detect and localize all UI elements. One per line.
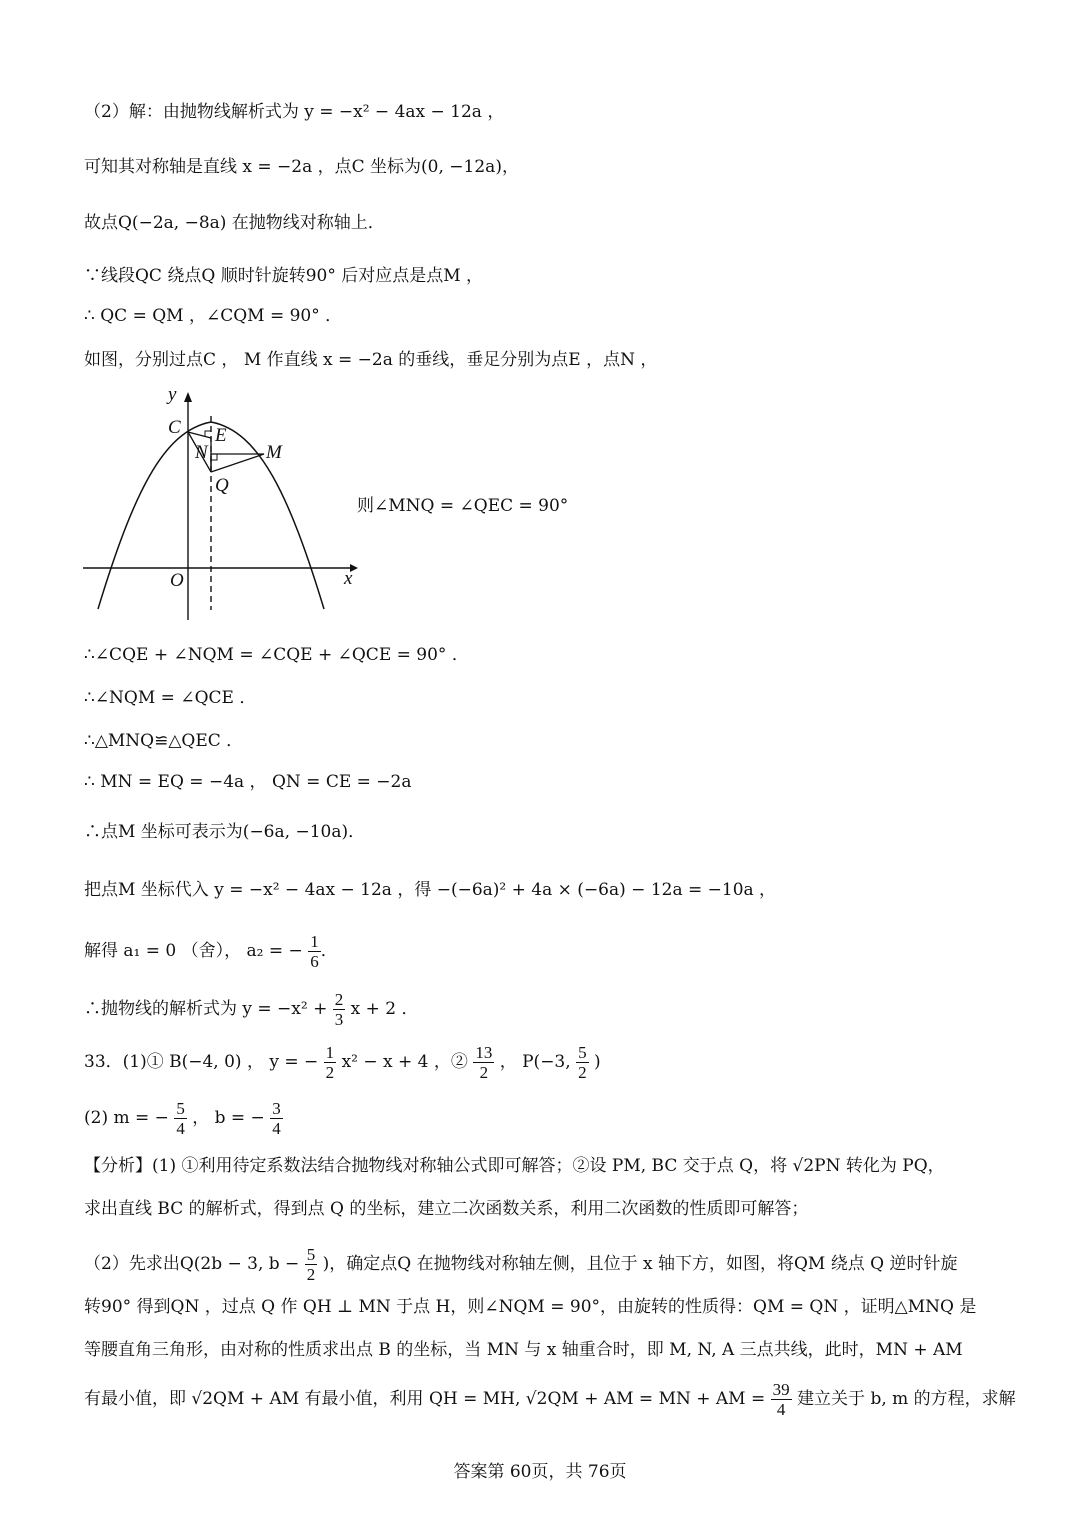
- text-line-2: 可知其对称轴是直线 x = −2a ，点C 坐标为(0, −12a)，: [84, 157, 519, 177]
- y-axis-arrow-icon: [184, 392, 192, 402]
- text-line-16: [84, 1043, 601, 1082]
- label-x: x: [344, 568, 353, 589]
- answer-33-part2-a: (2) m = −: [84, 1108, 169, 1128]
- analysis-line-6-suffix: 建立关于 b, m 的方程，求解: [797, 1389, 1016, 1409]
- fraction-numerator: 5: [578, 1043, 587, 1062]
- fraction-numerator: 5: [306, 1245, 316, 1264]
- text-line-3: 故点Q(−2a, −8a) 在抛物线对称轴上．: [84, 213, 385, 233]
- label-origin: O: [170, 570, 184, 591]
- label-q: Q: [215, 475, 229, 496]
- analysis-line-4: 转90° 得到QN ，过点 Q 作 QH ⊥ MN 于点 H，则∠NQM = 90°，由旋转的性质得：QM = QN ，证明△MNQ 是: [84, 1297, 977, 1317]
- fraction-numerator: 1: [310, 932, 319, 951]
- text-line-7: 则∠MNQ = ∠QEC = 90°: [357, 496, 569, 516]
- text-line-12: ∴点M 坐标可表示为(−6a, −10a)．: [84, 822, 366, 842]
- text-line-6: 如图，分别过点C ， M 作直线 x = −2a 的垂线，垂足分别为点E ，点N ，: [84, 350, 658, 370]
- text-line-9: ∴∠NQM = ∠QCE ．: [84, 688, 257, 708]
- text-line-17: [84, 1099, 283, 1138]
- fraction-two-thirds: [333, 990, 346, 1029]
- fraction-five-halves-2: [305, 1245, 318, 1284]
- right-angle-mark-n: [211, 454, 217, 460]
- text-line-14-prefix: 解得 a₁ = 0 （舍）， a₂ = −: [84, 941, 303, 961]
- analysis-line-6: [84, 1380, 1016, 1419]
- fraction-one-half: [324, 1043, 337, 1082]
- analysis-line-2: 求出直线 BC 的解析式，得到点 Q 的坐标，建立二次函数关系，利用二次函数的性质即可解答；: [84, 1199, 809, 1219]
- analysis-line-3: [84, 1245, 957, 1284]
- fraction-five-halves: [576, 1043, 589, 1082]
- label-e: E: [215, 425, 227, 446]
- triangle-q-n-m: [211, 454, 264, 472]
- parabola-figure: [78, 384, 358, 624]
- fraction-numerator: 3: [272, 1099, 281, 1118]
- label-m: M: [266, 442, 282, 463]
- answer-33-part1-d: ): [593, 1052, 601, 1072]
- answer-33-part2-b: ， b = −: [192, 1108, 265, 1128]
- text-line-14: 解得 a₁ = 0 （舍）， a₂ = − $\frac{1}{6}$ ．: [84, 932, 338, 971]
- fraction-denominator: 4: [272, 1119, 281, 1138]
- fraction-denominator: 2: [306, 1265, 316, 1284]
- analysis-line-3-prefix: （2）先求出Q(2b − 3, b −: [84, 1254, 300, 1274]
- fraction-denominator: 4: [776, 1400, 786, 1419]
- text-line-4: ∵线段QC 绕点Q 顺时针旋转90° 后对应点是点M ，: [84, 266, 484, 286]
- fraction-numerator: 2: [334, 990, 344, 1009]
- fraction-numerator: 39: [772, 1380, 790, 1399]
- label-n: N: [195, 442, 208, 463]
- label-c: C: [168, 417, 181, 438]
- text-line-15-prefix: ∴抛物线的解析式为 y = −x² +: [84, 999, 328, 1019]
- answer-33-part1-c: ， P(−3,: [499, 1052, 571, 1072]
- label-y: y: [168, 384, 177, 405]
- answer-33-part1-a: 33．(1)① B(−4, 0) ， y = −: [84, 1052, 319, 1072]
- analysis-line-1: 【分析】(1) ①利用待定系数法结合抛物线对称轴公式即可解答；②设 PM, BC 交于点 Q，将 √2PN 转化为 PQ，: [84, 1156, 945, 1176]
- text-line-10: ∴△MNQ≌△QEC ．: [84, 731, 244, 751]
- fraction-three-quarters: [270, 1099, 283, 1138]
- text-line-5: ∴ QC = QM ，∠CQM = 90° ．: [84, 306, 343, 326]
- text-line-15-suffix: x + 2 ．: [350, 999, 419, 1019]
- fraction-one-sixth: [308, 932, 321, 971]
- text-line-8: ∴∠CQE + ∠NQM = ∠CQE + ∠QCE = 90° ．: [84, 645, 469, 665]
- fraction-denominator: 4: [176, 1119, 185, 1138]
- analysis-line-5: 等腰直角三角形，由对称的性质求出点 B 的坐标，当 MN 与 x 轴重合时，即 M, N, A 三点共线，此时，MN + AM: [84, 1340, 963, 1360]
- fraction-numerator: 5: [176, 1099, 185, 1118]
- text-line-15: [84, 990, 419, 1029]
- fraction-denominator: 2: [578, 1063, 587, 1082]
- analysis-line-3-suffix: )，确定点Q 在抛物线对称轴左侧，且位于 x 轴下方，如图，将QM 绕点 Q 逆时针旋: [322, 1254, 958, 1274]
- fraction-denominator: 2: [479, 1063, 489, 1082]
- fraction-thirteen-halves: [473, 1043, 494, 1082]
- fraction-five-quarters: [174, 1099, 187, 1138]
- analysis-line-6-prefix: 有最小值，即 √2QM + AM 有最小值，利用 QH = MH, √2QM + AM = MN + AM =: [84, 1389, 766, 1409]
- text-line-1: （2）解：由抛物线解析式为 y = −x² − 4ax − 12a ，: [84, 102, 505, 122]
- text-line-11: ∴ MN = EQ = −4a ， QN = CE = −2a: [84, 772, 412, 792]
- page-footer: 答案第 60页，共 76页: [453, 1462, 627, 1482]
- fraction-denominator: 6: [310, 952, 319, 971]
- answer-33-part1-b: x² − x + 4 ，②: [341, 1052, 468, 1072]
- fraction-denominator: 3: [334, 1010, 344, 1029]
- fraction-39-quarters: [771, 1380, 792, 1419]
- fraction-numerator: 1: [325, 1043, 335, 1062]
- fraction-denominator: 2: [325, 1063, 335, 1082]
- fraction-numerator: 13: [475, 1043, 493, 1062]
- text-line-13: 把点M 坐标代入 y = −x² − 4ax − 12a ，得 −(−6a)² + 4a × (−6a) − 12a = −10a ，: [84, 880, 777, 900]
